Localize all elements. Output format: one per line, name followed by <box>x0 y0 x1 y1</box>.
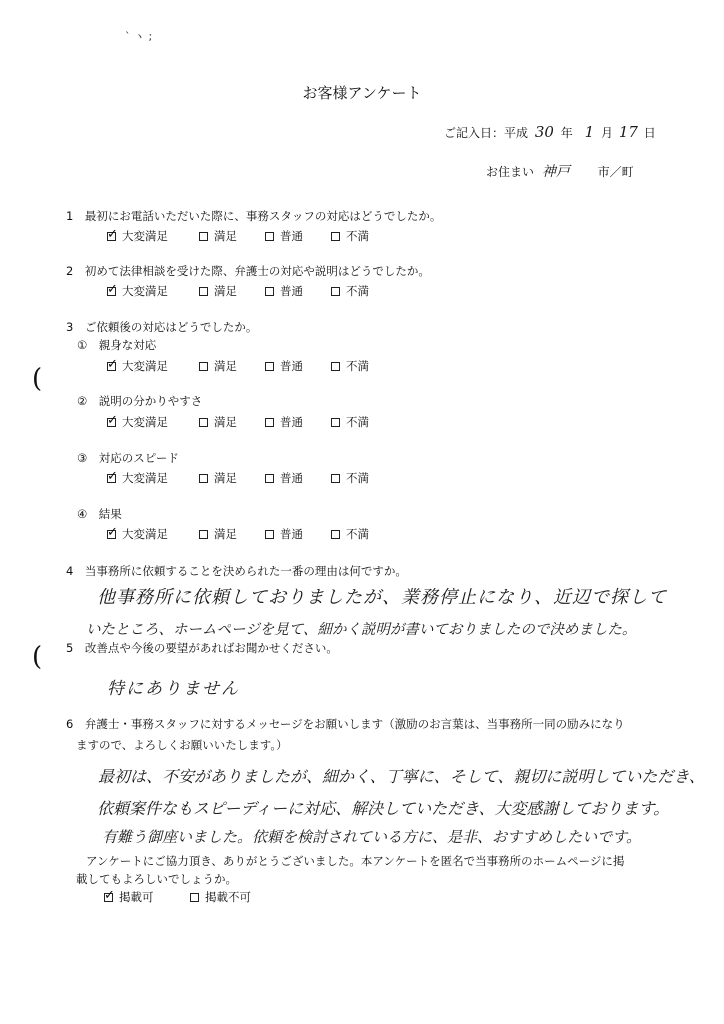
consent-option-deny[interactable]: 掲載不可 <box>190 889 251 905</box>
checkbox[interactable] <box>107 362 116 371</box>
checkbox[interactable] <box>331 474 340 483</box>
q3-3-option-unsatisfied[interactable]: 不満 <box>331 470 369 486</box>
q3-4-option-unsatisfied[interactable]: 不満 <box>331 526 369 542</box>
q3-sub-2-label: ② 説明の分かりやすさ <box>77 394 203 408</box>
q2-option-satisfied[interactable]: 満足 <box>199 283 245 299</box>
checkbox[interactable] <box>265 287 274 296</box>
address <box>486 161 634 181</box>
header-scribble: ` ヽ ; <box>125 30 153 43</box>
consent-options <box>104 889 271 905</box>
q3-1-option-satisfied[interactable]: 満足 <box>199 358 245 374</box>
checkbox[interactable] <box>265 362 274 371</box>
q1-option-very-satisfied[interactable]: ✓ 大変満足 <box>107 228 179 244</box>
q4-answer-line-1: 他事務所に依頼しておりましたが、業務停止になり、近辺で探して <box>97 587 667 608</box>
entry-date <box>444 123 656 141</box>
address-suffix: 市／町 <box>597 165 634 179</box>
entry-date-label: ご記入日：平成 <box>444 126 529 140</box>
checkbox[interactable] <box>107 474 116 483</box>
question-3: 3 ご依頼後の対応はどうでしたか。 <box>66 320 258 334</box>
page-title: お客様アンケート <box>302 84 422 102</box>
q3-3-option-very-satisfied[interactable]: ✓ 大変満足 <box>107 470 179 486</box>
q2-option-unsatisfied[interactable]: 不満 <box>331 283 369 299</box>
margin-mark-2: ( <box>32 642 43 672</box>
entry-year: 30 <box>534 123 554 141</box>
checkbox[interactable] <box>107 232 116 241</box>
q3-4-option-normal[interactable]: 普通 <box>265 526 311 542</box>
q1-option-satisfied[interactable]: 満足 <box>199 228 245 244</box>
checkbox[interactable] <box>265 232 274 241</box>
checkbox[interactable] <box>331 232 340 241</box>
checkbox[interactable] <box>199 418 208 427</box>
checkbox[interactable] <box>107 287 116 296</box>
question-4: 4 当事務所に依頼することを決められた一番の理由は何ですか。 <box>66 564 407 578</box>
q3-2-option-normal[interactable]: 普通 <box>265 414 311 430</box>
q3-sub-2-options <box>107 414 389 430</box>
consent-text-line-2: 載してもよろしいでしょうか。 <box>76 872 237 886</box>
checkbox[interactable] <box>199 232 208 241</box>
question-5: 5 改善点や今後の要望があればお聞かせください。 <box>66 641 338 655</box>
q3-sub-3-options <box>107 470 389 486</box>
checkbox[interactable] <box>265 474 274 483</box>
checkbox[interactable] <box>331 530 340 539</box>
q3-2-option-unsatisfied[interactable]: 不満 <box>331 414 369 430</box>
q3-2-option-very-satisfied[interactable]: ✓ 大変満足 <box>107 414 179 430</box>
q1-option-unsatisfied[interactable]: 不満 <box>331 228 369 244</box>
entry-year-unit: 年 <box>560 126 573 140</box>
checkbox[interactable] <box>265 530 274 539</box>
checkbox[interactable] <box>331 287 340 296</box>
q2-option-normal[interactable]: 普通 <box>265 283 311 299</box>
q1-options <box>107 228 389 244</box>
q5-answer: 特にありません <box>107 679 240 699</box>
consent-option-allow[interactable]: ✓ 掲載可 <box>104 889 170 905</box>
question-6-line-2: ますので、よろしくお願いいたします。） <box>76 738 288 752</box>
consent-text-line-1: アンケートにご協力頂き、ありがとうございました。本アンケートを匿名で当事務所のホームページに掲 <box>86 854 625 868</box>
q3-1-option-very-satisfied[interactable]: ✓ 大変満足 <box>107 358 179 374</box>
checkbox[interactable] <box>199 530 208 539</box>
entry-day: 17 <box>618 123 638 141</box>
address-label: お住まい <box>486 165 535 179</box>
q1-option-normal[interactable]: 普通 <box>265 228 311 244</box>
checkbox[interactable] <box>331 418 340 427</box>
checkbox[interactable] <box>107 418 116 427</box>
q3-3-option-satisfied[interactable]: 満足 <box>199 470 245 486</box>
checkbox[interactable] <box>104 893 113 902</box>
entry-month-unit: 月 <box>600 126 613 140</box>
checkbox[interactable] <box>199 474 208 483</box>
q2-option-very-satisfied[interactable]: ✓ 大変満足 <box>107 283 179 299</box>
q3-sub-1-label: ① 親身な対応 <box>77 338 157 352</box>
checkbox[interactable] <box>107 530 116 539</box>
q3-2-option-satisfied[interactable]: 満足 <box>199 414 245 430</box>
checkbox[interactable] <box>265 418 274 427</box>
q3-sub-4-options <box>107 526 389 542</box>
q6-answer-line-1: 最初は、不安がありましたが、細かく、丁寧に、そして、親切に説明していただき、 <box>98 767 705 786</box>
entry-day-unit: 日 <box>643 126 656 140</box>
q6-answer-line-3: 有難う御座いました。依頼を検討されている方に、是非、おすすめしたいです。 <box>102 828 641 846</box>
checkbox[interactable] <box>199 287 208 296</box>
q2-options <box>107 283 389 299</box>
entry-month: 1 <box>584 123 595 141</box>
q3-sub-1-options <box>107 358 389 374</box>
checkbox[interactable] <box>199 362 208 371</box>
q3-4-option-satisfied[interactable]: 満足 <box>199 526 245 542</box>
q6-answer-line-2: 依頼案件なもスピーディーに対応、解決していただき、大変感謝しております。 <box>97 799 670 818</box>
q3-1-option-normal[interactable]: 普通 <box>265 358 311 374</box>
q3-1-option-unsatisfied[interactable]: 不満 <box>331 358 369 374</box>
margin-mark-1: ( <box>32 364 43 394</box>
question-1: 1 最初にお電話いただいた際に、事務スタッフの対応はどうでしたか。 <box>66 209 442 223</box>
q3-3-option-normal[interactable]: 普通 <box>265 470 311 486</box>
q3-sub-4-label: ④ 結果 <box>77 507 122 521</box>
q4-answer-line-2: いたところ、ホームページを見て、細かく説明が書いておりましたので決めました。 <box>86 622 637 638</box>
address-city: 神戸 <box>541 164 570 180</box>
question-2: 2 初めて法律相談を受けた際、弁護士の対応や説明はどうでしたか。 <box>66 264 430 278</box>
checkbox[interactable] <box>331 362 340 371</box>
checkbox[interactable] <box>190 893 199 902</box>
question-6-line-1: 6 弁護士・事務スタッフに対するメッセージをお願いします（激励のお言葉は、当事務所一同の励みになり <box>66 717 625 731</box>
q3-4-option-very-satisfied[interactable]: ✓ 大変満足 <box>107 526 179 542</box>
q3-sub-3-label: ③ 対応のスピード <box>77 451 179 465</box>
